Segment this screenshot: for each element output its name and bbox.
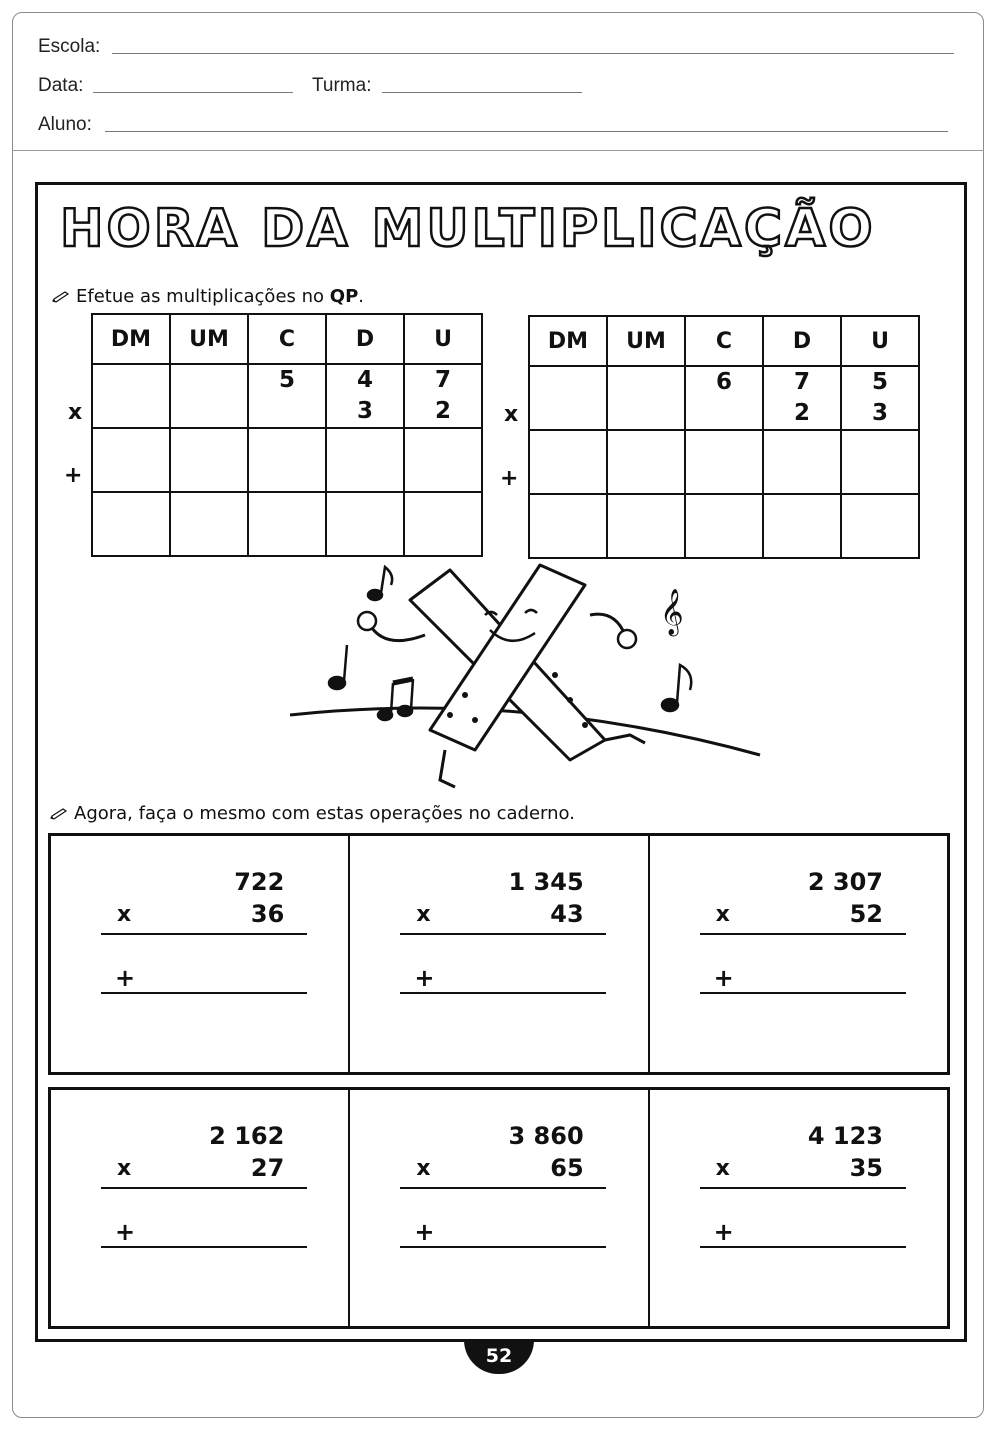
operation-cell[interactable]: 3 860 65 x + [350,1090,649,1326]
times-symbol: x [504,402,519,427]
qp-cell[interactable] [763,494,841,558]
header-d: D [326,314,404,364]
result-line [101,1187,307,1189]
qp-cell[interactable]: 7 2 [763,366,841,430]
svg-text:𝄞: 𝄞 [660,589,684,635]
qp-cell[interactable] [92,492,170,556]
header-um: UM [170,314,248,364]
times-symbol: x [68,400,83,425]
result-line [101,992,307,994]
qp-cell[interactable]: 5 [248,364,326,428]
qp-table-2 [528,315,920,559]
turma-label: Turma: [312,75,372,96]
qp-cell[interactable]: 7 2 [404,364,482,428]
result-line [101,1246,307,1248]
header-d: D [763,316,841,366]
qp-cell[interactable] [763,430,841,494]
qp-cell[interactable]: 5 3 [841,366,919,430]
qp-cell[interactable] [607,430,685,494]
result-line [400,992,606,994]
operation-cell[interactable]: 1 345 43 x + [350,836,649,1072]
result-line [700,992,906,994]
operations-row-2 [48,1087,950,1329]
qp-cell[interactable] [170,492,248,556]
qp-cell[interactable] [326,492,404,556]
instruction-caderno: Agora, faça o mesmo com estas operações no caderno. [50,803,575,824]
escola-label: Escola: [38,36,101,57]
operations-row-1 [48,833,950,1075]
header-dm: DM [529,316,607,366]
operation-cell[interactable]: 2 162 27 x + [51,1090,350,1326]
page-title: HORA DA MULTIPLICAÇÃO [60,199,876,259]
header-c: C [685,316,763,366]
qp-cell[interactable] [326,428,404,492]
turma-field[interactable] [382,92,582,93]
plus-symbol: + [64,463,83,488]
qp-cell[interactable] [170,364,248,428]
aluno-field[interactable] [105,131,948,132]
pencil-icon [52,291,70,303]
result-line [400,1187,606,1189]
qp-cell[interactable] [685,430,763,494]
qp-cell[interactable] [248,492,326,556]
escola-field[interactable] [112,53,954,54]
header-c: C [248,314,326,364]
operation-cell[interactable]: 4 123 35 x + [650,1090,947,1326]
qp-cell[interactable]: 6 [685,366,763,430]
header-um: UM [607,316,685,366]
qp-cell[interactable] [529,494,607,558]
result-line [400,933,606,935]
header-divider [12,150,984,151]
pencil-icon [50,808,68,820]
qp-cell[interactable] [92,428,170,492]
aluno-label: Aluno: [38,114,92,135]
operation-cell[interactable]: 722 36 x + [51,836,350,1072]
qp-cell[interactable] [529,366,607,430]
result-line [400,1246,606,1248]
header-u: U [404,314,482,364]
result-line [101,933,307,935]
result-line [700,933,906,935]
header-u: U [841,316,919,366]
qp-table-1 [91,313,483,557]
qp-cell[interactable] [92,364,170,428]
operation-cell[interactable]: 2 307 52 x + [650,836,947,1072]
qp-cell[interactable]: 4 3 [326,364,404,428]
qp-cell[interactable] [404,428,482,492]
qp-cell[interactable] [841,430,919,494]
data-label: Data: [38,75,84,96]
qp-cell[interactable] [841,494,919,558]
plus-symbol: + [500,466,519,491]
qp-cell[interactable] [685,494,763,558]
result-line [700,1246,906,1248]
qp-cell[interactable] [607,494,685,558]
dancing-times-sign-illustration [285,555,765,800]
qp-cell[interactable] [248,428,326,492]
qp-cell[interactable] [404,492,482,556]
qp-cell[interactable] [607,366,685,430]
instruction-qp: Efetue as multiplicações no QP. [52,286,364,307]
data-field[interactable] [93,92,293,93]
page-number: 52 [464,1340,534,1374]
result-line [700,1187,906,1189]
header-dm: DM [92,314,170,364]
qp-cell[interactable] [170,428,248,492]
qp-cell[interactable] [529,430,607,494]
